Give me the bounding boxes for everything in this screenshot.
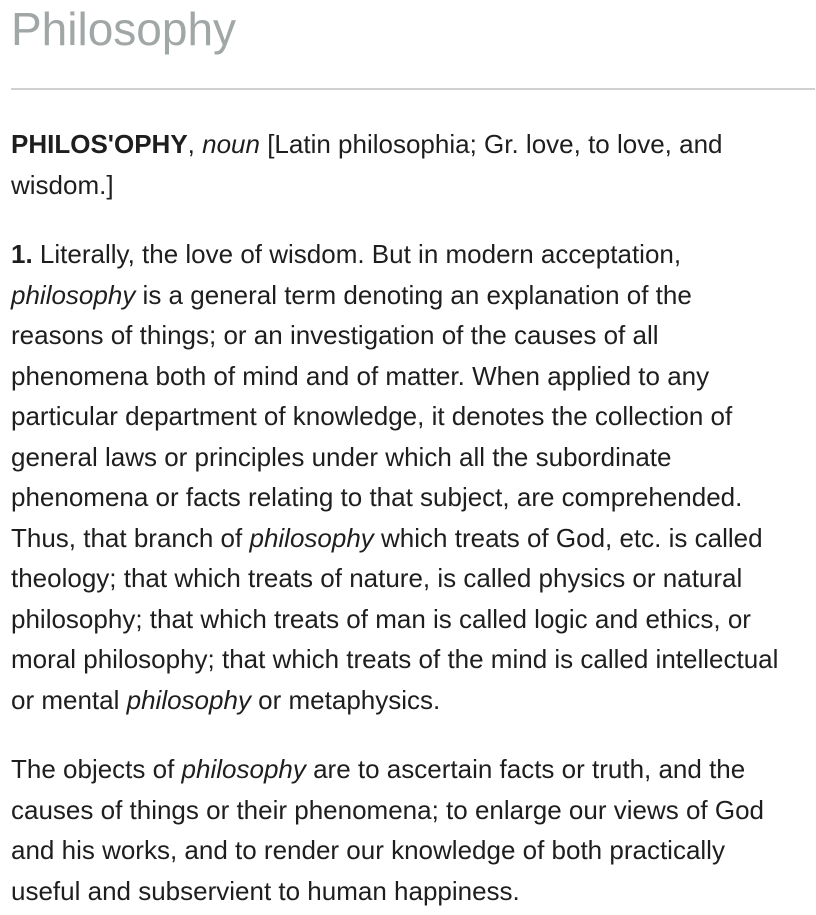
definition-text: is a general term denoting an explanation of the — [142, 279, 692, 310]
definition-1-line-3: reasons of things; or an investigation of the causes of all — [11, 320, 659, 350]
definition-text: Literally, the love of wisdom. But in modern acceptation, — [39, 239, 682, 269]
emphasized-term: philosophy — [11, 279, 136, 310]
definition-1-line-8 — [11, 518, 816, 559]
emphasized-term: philosophy — [181, 754, 306, 784]
definition-text: which treats of God, etc. is called — [381, 522, 763, 553]
definition-1-line-6: general laws or principles under which all the subordinate — [11, 441, 672, 472]
definition-1 — [11, 234, 816, 720]
definition-number: 1. — [11, 239, 33, 269]
definition-1-line-1 — [11, 234, 816, 275]
paragraph-2-line-3: and his works, and to render our knowledge of both practically — [11, 835, 725, 865]
paragraph-2-line-1 — [11, 749, 816, 790]
emphasized-term: philosophy — [249, 522, 374, 553]
definition-text: or mental — [11, 684, 120, 715]
page-title: Philosophy — [11, 3, 237, 55]
definition-text: or metaphysics. — [258, 684, 441, 715]
definition-text: Thus, that branch of — [11, 522, 243, 553]
definition-text: The objects of — [11, 754, 175, 784]
definition-1-line-11: moral philosophy; that which treats of the mind is called intellectual — [11, 644, 779, 674]
definition-1-line-12 — [11, 680, 816, 721]
definition-1-line-2 — [11, 275, 816, 316]
emphasized-term: philosophy — [126, 684, 251, 715]
definition-1-line-9: theology; that which treats of nature, is called physics or natural — [11, 563, 743, 593]
etymology-line-1: [Latin philosophia; Gr. love, to love, and — [267, 129, 723, 159]
headword: PHILOS'OPHY — [11, 129, 188, 159]
definition-1-line-4: phenomena both of mind and of matter. When applied to any — [11, 360, 710, 391]
etymology-line-2: wisdom.] — [11, 169, 114, 200]
definition-text: are to ascertain facts or truth, and the — [313, 754, 746, 784]
paragraph-2-line-2: causes of things or their phenomena; to enlarge our views of God — [11, 794, 764, 825]
definition-1-line-10: philosophy; that which treats of man is called logic and ethics, or — [11, 603, 751, 634]
definition-1-line-5: particular department of knowledge, it denotes the collection of — [11, 401, 733, 431]
definition-1-line-7: phenomena or facts relating to that subject, are comprehended. — [11, 482, 743, 512]
entry-header — [11, 124, 816, 205]
headword-comma: , — [187, 129, 195, 159]
entry-header-line-1 — [11, 124, 816, 165]
title-divider — [11, 88, 815, 90]
definition-paragraph-2 — [11, 749, 816, 911]
paragraph-2-line-4: useful and subservient to human happiness. — [11, 875, 520, 906]
part-of-speech: noun — [202, 129, 260, 159]
